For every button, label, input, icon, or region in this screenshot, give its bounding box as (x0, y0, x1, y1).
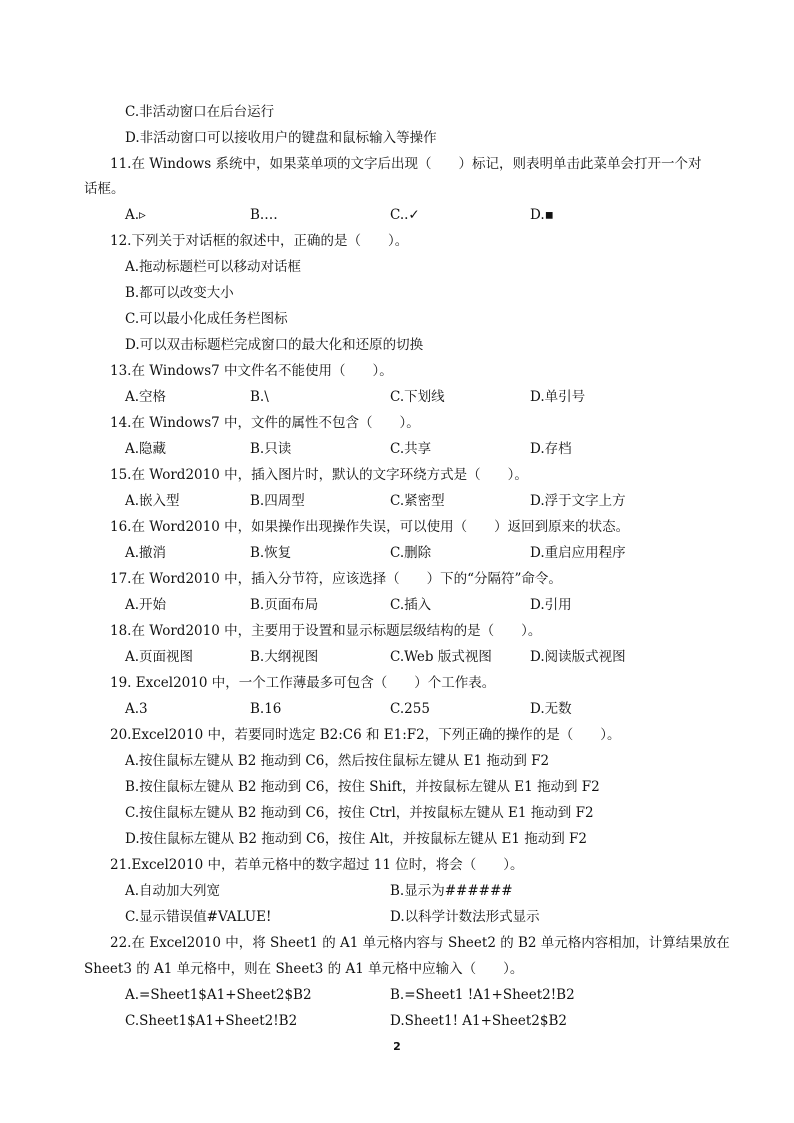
line-text: C.非活动窗口在后台运行 (125, 104, 275, 120)
option-row (0, 594, 794, 616)
line-text: 20.Excel2010 中，若要同时选定 B2:C6 和 E1:F2，下列正确的操作的是（ ）。 (110, 727, 621, 743)
answer-option: D.阅读版式视图 (530, 649, 626, 665)
line-text: D.非活动窗口可以接收用户的键盘和鼠标输入等操作 (125, 130, 437, 146)
answer-option: D.无数 (530, 701, 572, 717)
answer-option: C..✓ (390, 207, 420, 223)
text-line (0, 828, 794, 850)
answer-option: D.重启应用程序 (530, 545, 626, 561)
answer-option: B.四周型 (250, 493, 305, 509)
line-text: 14.在 Windows7 中，文件的属性不包含（ ）。 (110, 415, 420, 431)
option-row (0, 542, 794, 564)
answer-option: D.单引号 (530, 389, 586, 405)
line-text: 12.下列关于对话框的叙述中，正确的是（ ）。 (110, 233, 409, 249)
answer-option: A.▹ (125, 207, 146, 223)
answer-option: D.以科学计数法形式显示 (390, 909, 540, 925)
text-line (0, 932, 794, 954)
option-row (0, 984, 794, 1006)
text-line (0, 620, 794, 642)
text-line (0, 412, 794, 434)
line-text: 18.在 Word2010 中，主要用于设置和显示标题层级结构的是（ ）。 (110, 623, 542, 639)
text-line (0, 464, 794, 486)
answer-option: A.=Sheet1$A1+Sheet2$B2 (125, 987, 312, 1003)
text-line (0, 308, 794, 330)
line-text: C.按住鼠标左键从 B2 拖动到 C6，按住 Ctrl，并按鼠标左键从 E1 拖动到 F2 (125, 805, 594, 821)
answer-option: A.3 (125, 701, 148, 717)
text-line (0, 802, 794, 824)
text-line (0, 516, 794, 538)
answer-option: A.空格 (125, 389, 167, 405)
text-line (0, 854, 794, 876)
answer-option: B.恢复 (250, 545, 292, 561)
option-row (0, 438, 794, 460)
option-row (0, 646, 794, 668)
answer-option: C.下划线 (390, 389, 445, 405)
option-row (0, 906, 794, 928)
answer-option: D.▪ (530, 207, 554, 223)
option-row (0, 386, 794, 408)
line-text: B.按住鼠标左键从 B2 拖动到 C6，按住 Shift，并按鼠标左键从 E1 拖动到 F2 (125, 779, 600, 795)
answer-option: B.16 (250, 701, 282, 717)
text-line (0, 127, 794, 149)
text-line (0, 178, 794, 200)
text-line (0, 958, 794, 980)
line-text: C.可以最小化成任务栏图标 (125, 311, 288, 327)
answer-option: C.插入 (390, 597, 432, 613)
line-text: 话框。 (84, 181, 125, 197)
answer-option: D.Sheet1! A1+Sheet2$B2 (390, 1013, 567, 1029)
text-line (0, 724, 794, 746)
text-line (0, 776, 794, 798)
answer-option: C.Web 版式视图 (390, 649, 492, 665)
line-text: A.拖动标题栏可以移动对话框 (125, 259, 302, 275)
answer-option: B.大纲视图 (250, 649, 319, 665)
answer-option: C.255 (390, 701, 430, 717)
line-text: 15.在 Word2010 中，插入图片时，默认的文字环绕方式是（ ）。 (110, 467, 528, 483)
line-text: 16.在 Word2010 中，如果操作出现操作失误，可以使用（ ）返回到原来的状态。 (110, 519, 630, 535)
text-line (0, 360, 794, 382)
answer-option: B.=Sheet1 !A1+Sheet2!B2 (390, 987, 575, 1003)
text-line (0, 101, 794, 123)
line-text: 13.在 Windows7 中文件名不能使用（ ）。 (110, 363, 393, 379)
answer-option: C.紧密型 (390, 493, 445, 509)
line-text: 21.Excel2010 中，若单元格中的数字超过 11 位时，将会（ ）。 (110, 857, 524, 873)
text-line (0, 750, 794, 772)
text-line (0, 256, 794, 278)
text-line (0, 568, 794, 590)
answer-option: C.删除 (390, 545, 432, 561)
answer-option: A.隐藏 (125, 441, 167, 457)
answer-option: D.引用 (530, 597, 572, 613)
answer-option: B.显示为###### (390, 883, 513, 899)
line-text: 19. Excel2010 中，一个工作薄最多可包含（ ）个工作表。 (110, 675, 496, 691)
answer-option: B.页面布局 (250, 597, 319, 613)
text-line (0, 230, 794, 252)
line-text: 17.在 Word2010 中，插入分节符，应该选择（ ）下的“分隔符”命令。 (110, 571, 562, 587)
answer-option: A.嵌入型 (125, 493, 180, 509)
answer-option: A.自动加大列宽 (125, 883, 221, 899)
text-line (0, 672, 794, 694)
line-text: 22.在 Excel2010 中，将 Sheet1 的 A1 单元格内容与 Sheet2 的 B2 单元格内容相加，计算结果放在 (110, 935, 730, 951)
answer-option: C.显示错误值#VALUE! (125, 909, 272, 925)
answer-option: C.共享 (390, 441, 432, 457)
answer-option: D.存档 (530, 441, 572, 457)
text-line (0, 153, 794, 175)
line-text: D.可以双击标题栏完成窗口的最大化和还原的切换 (125, 337, 424, 353)
line-text: 11.在 Windows 系统中，如果菜单项的文字后出现（ ）标记，则表明单击此菜单会打开一个对 (110, 156, 702, 172)
option-row (0, 490, 794, 512)
line-text: A.按住鼠标左键从 B2 拖动到 C6，然后按住鼠标左键从 E1 拖动到 F2 (125, 753, 550, 769)
page-number: 2 (393, 1040, 401, 1053)
option-row (0, 204, 794, 226)
line-text: Sheet3 的 A1 单元格中，则在 Sheet3 的 A1 单元格中应输入（ ）。 (84, 961, 524, 977)
option-row (0, 1010, 794, 1032)
text-line (0, 334, 794, 356)
text-line (0, 282, 794, 304)
answer-option: B.\ (250, 389, 269, 405)
answer-option: D.浮于文字上方 (530, 493, 626, 509)
line-text: D.按住鼠标左键从 B2 拖动到 C6，按住 Alt，并按鼠标左键从 E1 拖动到 F2 (125, 831, 587, 847)
answer-option: A.页面视图 (125, 649, 194, 665)
answer-option: B.只读 (250, 441, 292, 457)
option-row (0, 880, 794, 902)
option-row (0, 698, 794, 720)
answer-option: C.Sheet1$A1+Sheet2!B2 (125, 1013, 298, 1029)
line-text: B.都可以改变大小 (125, 285, 234, 301)
answer-option: A.撤消 (125, 545, 167, 561)
answer-option: A.开始 (125, 597, 167, 613)
answer-option: B.… (250, 207, 278, 223)
